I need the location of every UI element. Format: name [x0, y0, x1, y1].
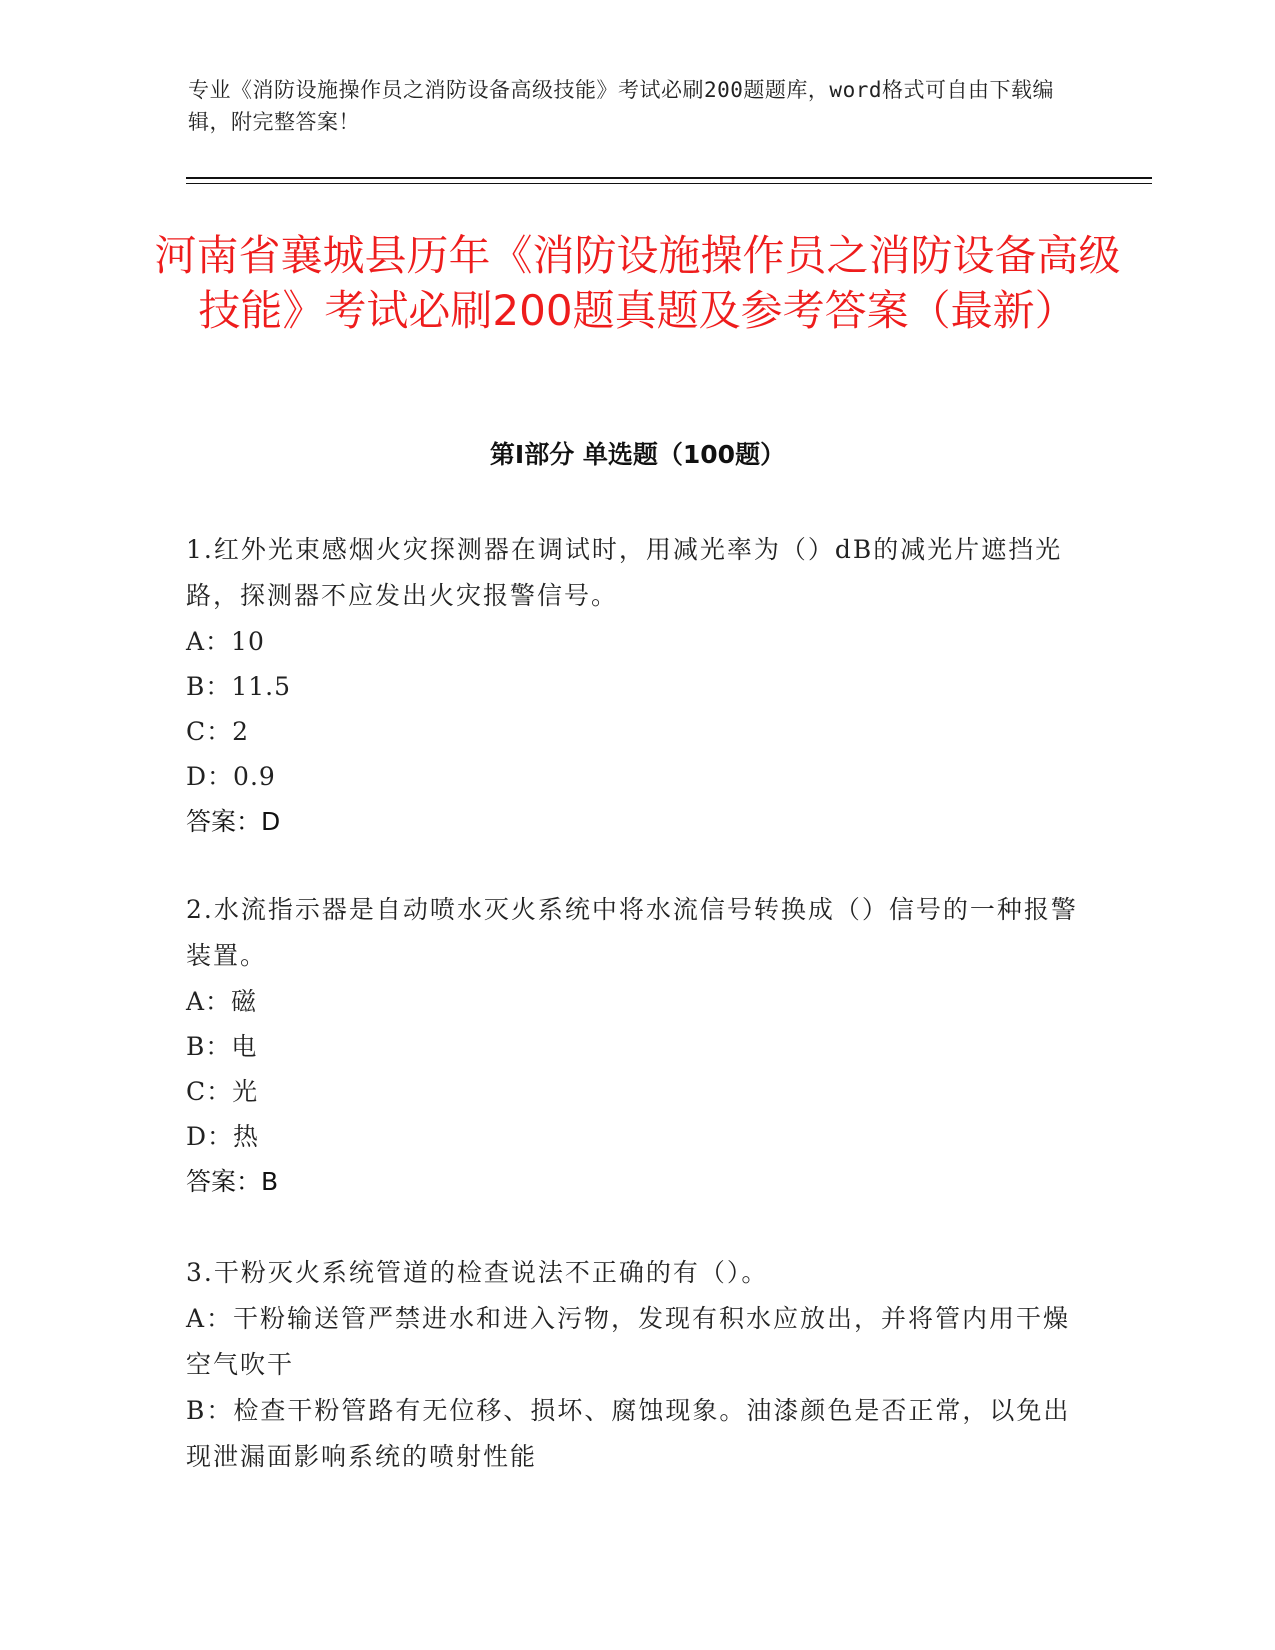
- header-divider-thick: [186, 177, 1152, 179]
- option-b: B：检查干粉管路有无位移、损坏、腐蚀现象。油漆颜色是否正常，以免出现泄漏面影响系统的喷射性能: [186, 1396, 1071, 1471]
- option-b: B：11.5: [186, 672, 292, 701]
- answer: 答案：D: [186, 807, 281, 836]
- header-note: 专业《消防设施操作员之消防设备高级技能》考试必刷200题题库，word格式可自由下载编辑，附完整答案！: [188, 78, 1054, 134]
- option-a: A：10: [186, 627, 265, 656]
- question-2: [186, 887, 1086, 1204]
- option-d: D：热: [186, 1122, 260, 1151]
- question-stem: 1.红外光束感烟火灾探测器在调试时，用减光率为（）dB的减光片遮挡光路，探测器不应发出火灾报警信号。: [186, 535, 1063, 610]
- section-heading: 第Ⅰ部分 单选题（100题）: [489, 440, 786, 469]
- document-title: 河南省襄城县历年《消防设施操作员之消防设备高级技能》考试必刷200题真题及参考答案（最新）: [154, 231, 1121, 335]
- question-3: [186, 1250, 1086, 1480]
- option-b: B：电: [186, 1032, 258, 1061]
- question-stem: 2.水流指示器是自动喷水灭火系统中将水流信号转换成（）信号的一种报警装置。: [186, 895, 1078, 970]
- answer: 答案：B: [186, 1167, 279, 1196]
- question-1: [186, 527, 1086, 844]
- option-d: D：0.9: [186, 762, 276, 791]
- question-stem: 3.干粉灭火系统管道的检查说法不正确的有（）。: [186, 1258, 769, 1287]
- option-c: C：2: [186, 717, 250, 746]
- header-divider-thin: [186, 183, 1152, 184]
- option-a: A：磁: [186, 987, 258, 1016]
- option-a: A：干粉输送管严禁进水和进入污物，发现有积水应放出，并将管内用干燥空气吹干: [186, 1304, 1071, 1379]
- option-c: C：光: [186, 1077, 259, 1106]
